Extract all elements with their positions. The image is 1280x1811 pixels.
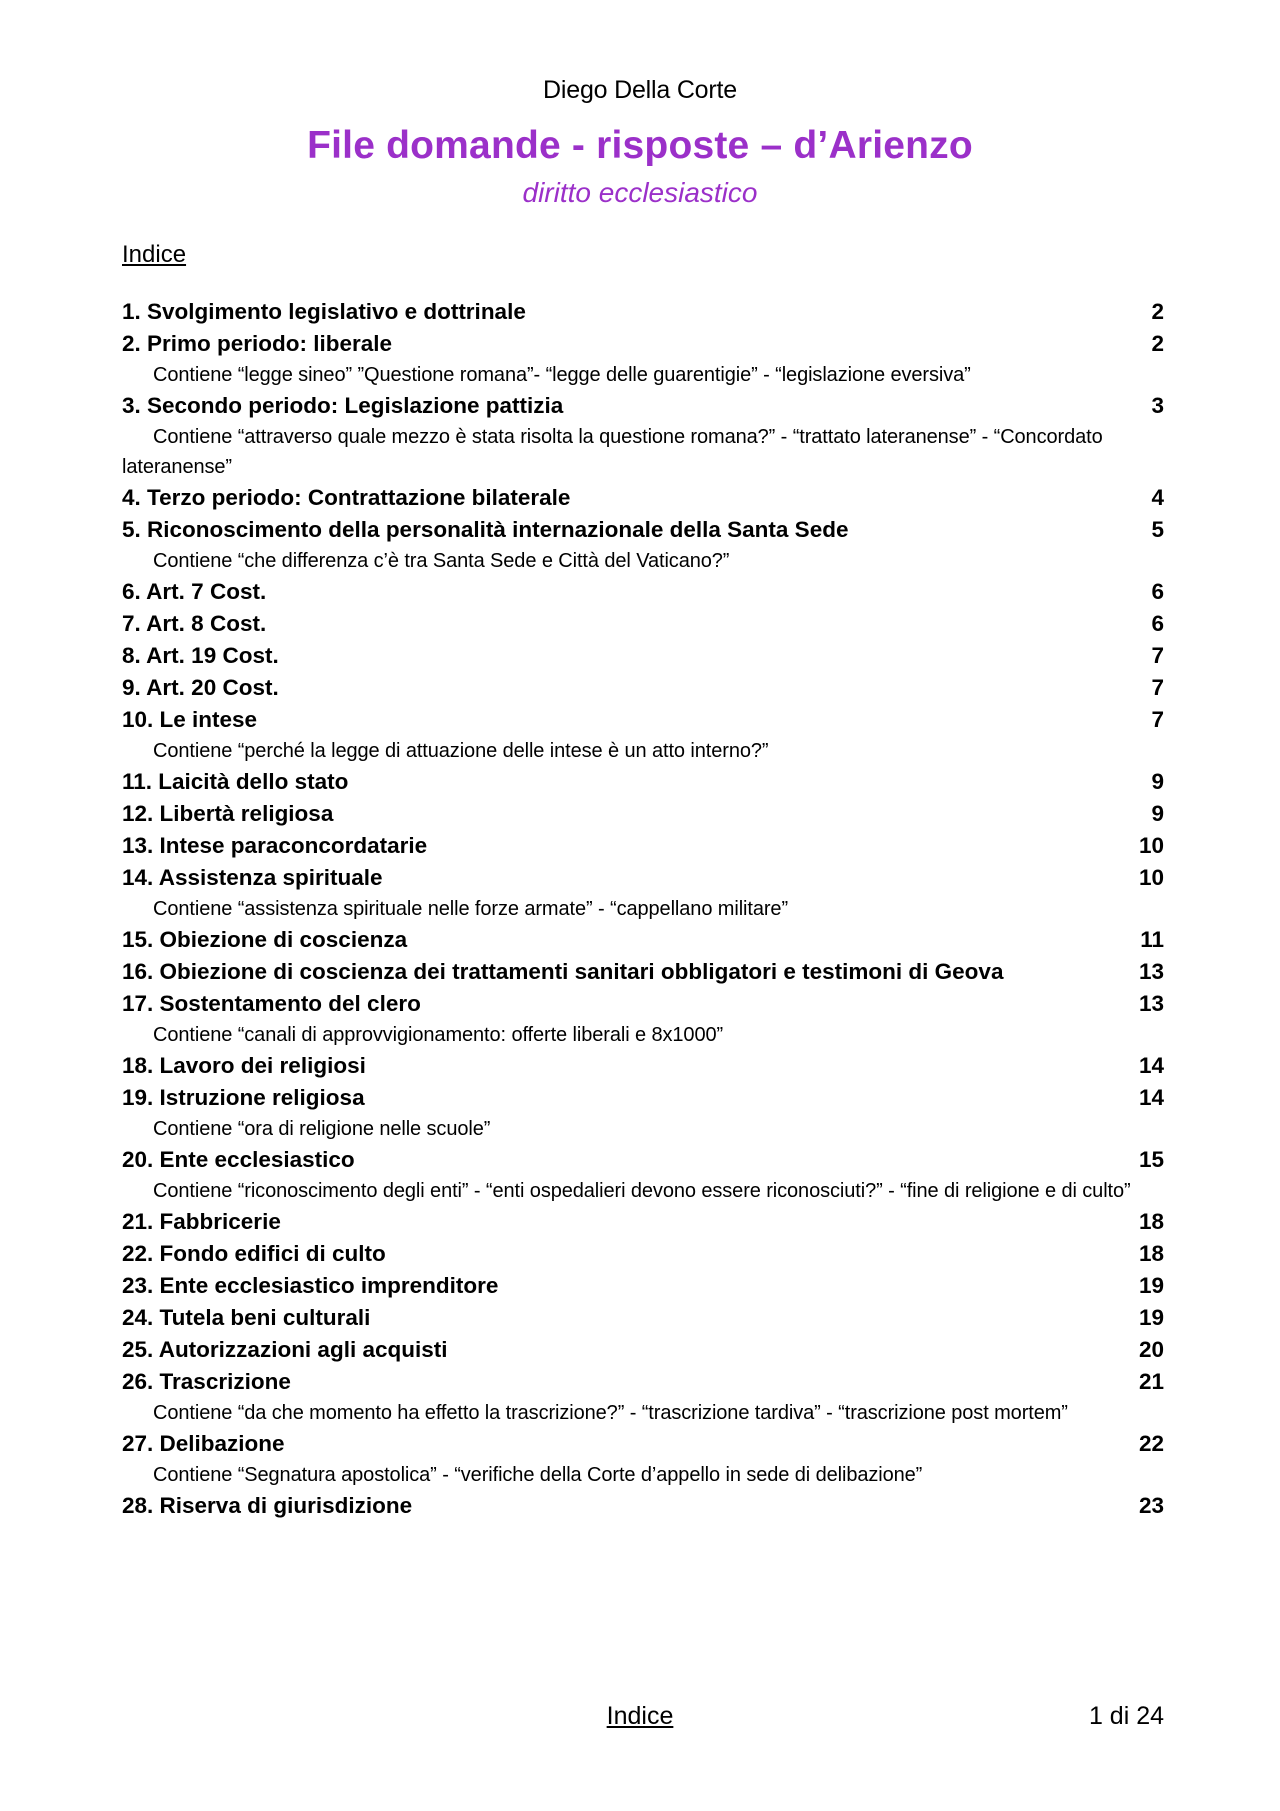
toc-entry-label[interactable]: 27. Delibazione bbox=[122, 1431, 285, 1456]
page-indicator: 1 di 24 bbox=[1088, 1702, 1164, 1730]
toc-entry-label[interactable]: 22. Fondo edifici di culto bbox=[122, 1241, 386, 1266]
toc-entry-page-number[interactable]: 4 bbox=[1151, 485, 1164, 510]
toc-entry-page-number[interactable]: 6 bbox=[1151, 611, 1164, 636]
document-subtitle: diritto ecclesiastico bbox=[522, 177, 758, 208]
toc-entry-label[interactable]: 17. Sostentamento del clero bbox=[122, 991, 421, 1016]
toc-entry-page-number[interactable]: 18 bbox=[1138, 1241, 1164, 1266]
toc-entry[interactable] bbox=[122, 1050, 1164, 1082]
toc-entry-label[interactable]: 3. Secondo periodo: Legislazione pattizia bbox=[122, 393, 564, 418]
toc-entry[interactable] bbox=[122, 576, 1164, 608]
toc-entry-label[interactable]: 14. Assistenza spirituale bbox=[122, 865, 383, 890]
toc-entry-label[interactable]: 1. Svolgimento legislativo e dottrinale bbox=[122, 299, 526, 324]
toc-entry[interactable] bbox=[122, 798, 1164, 830]
toc-entry-page-number[interactable]: 6 bbox=[1151, 579, 1164, 604]
toc-entry-note: Contiene “legge sineo” ”Questione romana”- “legge delle guarentigie” - “legislazione eversiva” bbox=[153, 364, 971, 386]
toc-entry[interactable] bbox=[122, 704, 1164, 736]
toc-entry[interactable] bbox=[122, 988, 1164, 1020]
toc-entry-label[interactable]: 6. Art. 7 Cost. bbox=[122, 579, 267, 604]
toc-entry-page-number[interactable]: 2 bbox=[1151, 331, 1164, 356]
toc-entry-label[interactable]: 4. Terzo periodo: Contrattazione bilaterale bbox=[122, 485, 571, 510]
toc-entry-page-number[interactable]: 10 bbox=[1138, 865, 1164, 890]
document-title: File domande - risposte – d’Arienzo bbox=[307, 124, 973, 167]
toc-entry-label[interactable]: 18. Lavoro dei religiosi bbox=[122, 1053, 366, 1078]
toc-entry-page-number[interactable]: 13 bbox=[1138, 991, 1164, 1016]
toc-entry[interactable] bbox=[122, 296, 1164, 328]
toc-entry-note: Contiene “riconoscimento degli enti” - “enti ospedalieri devono essere riconosciuti?” - “fine di religione e di culto” bbox=[153, 1180, 1131, 1202]
toc-entry-page-number[interactable]: 20 bbox=[1138, 1337, 1164, 1362]
toc-entry-label[interactable]: 21. Fabbricerie bbox=[122, 1209, 281, 1234]
toc-entry-label[interactable]: 12. Libertà religiosa bbox=[122, 801, 334, 826]
toc-entry[interactable] bbox=[122, 1302, 1164, 1334]
toc-entry[interactable] bbox=[122, 1270, 1164, 1302]
toc-entry-page-number[interactable]: 11 bbox=[1140, 927, 1164, 952]
toc-entry-label[interactable]: 10. Le intese bbox=[122, 707, 258, 732]
toc-entry-note: Contiene “attraverso quale mezzo è stata risolta la questione romana?” - “trattato lateranense” - “Concordato lateranense” bbox=[122, 426, 1103, 478]
toc-entry-label[interactable]: 7. Art. 8 Cost. bbox=[122, 611, 267, 636]
toc-entry-page-number[interactable]: 18 bbox=[1138, 1209, 1164, 1234]
toc-entry-page-number[interactable]: 10 bbox=[1138, 833, 1164, 858]
toc-entry[interactable] bbox=[122, 328, 1164, 360]
toc-entry-page-number[interactable]: 15 bbox=[1138, 1147, 1164, 1172]
toc-entry-note: Contiene “assistenza spirituale nelle forze armate” - “cappellano militare” bbox=[153, 898, 789, 920]
toc-entry-page-number[interactable]: 22 bbox=[1138, 1431, 1164, 1456]
toc-entry[interactable] bbox=[122, 830, 1164, 862]
toc-entry-page-number[interactable]: 9 bbox=[1151, 769, 1164, 794]
toc-entry[interactable] bbox=[122, 1144, 1164, 1176]
toc-entry[interactable] bbox=[122, 1206, 1164, 1238]
toc-entry-page-number[interactable]: 9 bbox=[1151, 801, 1164, 826]
toc-entry-page-number[interactable]: 14 bbox=[1138, 1085, 1164, 1110]
toc-entry-label[interactable]: 8. Art. 19 Cost. bbox=[122, 643, 279, 668]
toc-entry[interactable] bbox=[122, 1238, 1164, 1270]
toc-entry-label[interactable]: 11. Laicità dello stato bbox=[122, 769, 349, 794]
toc-entry-label[interactable]: 19. Istruzione religiosa bbox=[122, 1085, 365, 1110]
toc-entry-note: Contiene “perché la legge di attuazione delle intese è un atto interno?” bbox=[153, 740, 769, 762]
toc-entry-label[interactable]: 20. Ente ecclesiastico bbox=[122, 1147, 355, 1172]
toc-entry-label[interactable]: 26. Trascrizione bbox=[122, 1369, 291, 1394]
toc-entry[interactable] bbox=[122, 640, 1164, 672]
toc-entry-page-number[interactable]: 23 bbox=[1138, 1493, 1164, 1518]
toc-entry[interactable] bbox=[122, 672, 1164, 704]
toc-entry[interactable] bbox=[122, 514, 1164, 546]
toc-entry-note: Contiene “Segnatura apostolica” - “verifiche della Corte d’appello in sede di delibazione” bbox=[153, 1464, 923, 1486]
toc-entry[interactable] bbox=[122, 1428, 1164, 1460]
toc-entry-label[interactable]: 16. Obiezione di coscienza dei trattamenti sanitari obbligatori e testimoni di Geova bbox=[122, 959, 1004, 984]
table-of-contents bbox=[122, 296, 1164, 1522]
toc-entry[interactable] bbox=[122, 924, 1164, 956]
toc-entry-note: Contiene “canali di approvvigionamento: offerte liberali e 8x1000” bbox=[153, 1024, 724, 1046]
toc-entry[interactable] bbox=[122, 862, 1164, 894]
toc-entry[interactable] bbox=[122, 1334, 1164, 1366]
toc-entry-page-number[interactable]: 19 bbox=[1138, 1273, 1164, 1298]
toc-entry-page-number[interactable]: 19 bbox=[1138, 1305, 1164, 1330]
toc-entry-label[interactable]: 15. Obiezione di coscienza bbox=[122, 927, 408, 952]
toc-entry-label[interactable]: 2. Primo periodo: liberale bbox=[122, 331, 393, 356]
toc-entry[interactable] bbox=[122, 1082, 1164, 1114]
toc-entry-page-number[interactable]: 14 bbox=[1138, 1053, 1164, 1078]
toc-entry-page-number[interactable]: 7 bbox=[1151, 707, 1164, 732]
toc-entry[interactable] bbox=[122, 390, 1164, 422]
toc-entry-page-number[interactable]: 21 bbox=[1138, 1369, 1164, 1394]
toc-entry-note: Contiene “da che momento ha effetto la trascrizione?” - “trascrizione tardiva” - “trascrizione post mortem” bbox=[153, 1402, 1068, 1424]
toc-entry-page-number[interactable]: 5 bbox=[1151, 517, 1164, 542]
toc-entry-label[interactable]: 5. Riconoscimento della personalità internazionale della Santa Sede bbox=[122, 517, 849, 542]
toc-entry-note: Contiene “ora di religione nelle scuole” bbox=[153, 1118, 491, 1140]
toc-entry[interactable] bbox=[122, 482, 1164, 514]
toc-entry-label[interactable]: 24. Tutela beni culturali bbox=[122, 1305, 371, 1330]
toc-entry-page-number[interactable]: 3 bbox=[1151, 393, 1164, 418]
toc-entry-page-number[interactable]: 2 bbox=[1151, 299, 1164, 324]
toc-entry[interactable] bbox=[122, 1490, 1164, 1522]
toc-entry-label[interactable]: 25. Autorizzazioni agli acquisti bbox=[122, 1337, 448, 1362]
index-heading[interactable]: Indice bbox=[122, 241, 187, 268]
author-name: Diego Della Corte bbox=[543, 76, 737, 104]
toc-entry-page-number[interactable]: 13 bbox=[1138, 959, 1164, 984]
toc-entry-label[interactable]: 23. Ente ecclesiastico imprenditore bbox=[122, 1273, 499, 1298]
toc-entry[interactable] bbox=[122, 956, 1164, 988]
toc-entry-note: Contiene “che differenza c’è tra Santa Sede e Città del Vaticano?” bbox=[153, 550, 730, 572]
toc-entry[interactable] bbox=[122, 766, 1164, 798]
footer-index-link[interactable]: Indice bbox=[606, 1702, 674, 1730]
toc-entry-page-number[interactable]: 7 bbox=[1151, 675, 1164, 700]
toc-entry-label[interactable]: 13. Intese paraconcordatarie bbox=[122, 833, 428, 858]
toc-entry-label[interactable]: 28. Riserva di giurisdizione bbox=[122, 1493, 413, 1518]
toc-entry-page-number[interactable]: 7 bbox=[1151, 643, 1164, 668]
toc-entry[interactable] bbox=[122, 608, 1164, 640]
toc-entry[interactable] bbox=[122, 1366, 1164, 1398]
toc-entry-label[interactable]: 9. Art. 20 Cost. bbox=[122, 675, 279, 700]
